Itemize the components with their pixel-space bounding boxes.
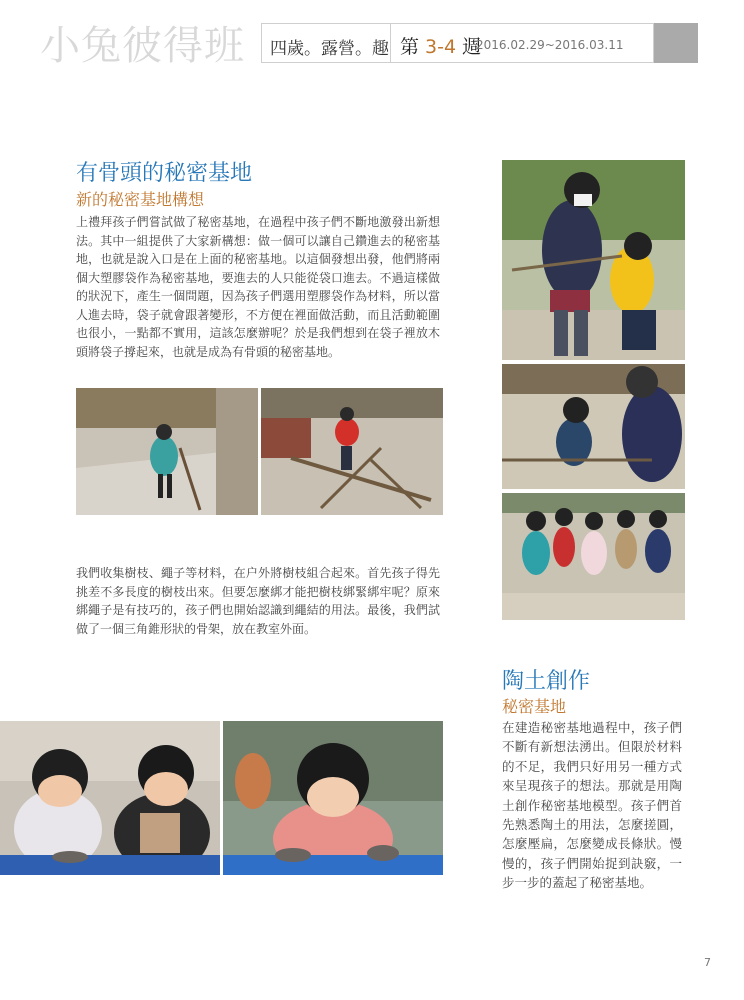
section1-title: 有骨頭的秘密基地 xyxy=(76,161,253,186)
photo-girl-crouching xyxy=(502,364,685,489)
week-number: 3-4 xyxy=(425,36,457,58)
week-label xyxy=(400,32,481,59)
photo-boys-clay xyxy=(0,721,220,875)
section1-paragraph2: 我們收集樹枝、繩子等材料，在户外將樹枝組合起來。首先孩子得先挑差不多長度的樹枝出來。但要怎麼綁才能把樹枝綁緊綁牢呢？原來綁繩子是有技巧的，孩子們也開始認識到繩結的用法。最後，我們試做了一個三角錐形狀的骨架，放在教室外面。 xyxy=(76,566,440,636)
header-gray-block xyxy=(654,23,698,63)
section1-subtitle: 新的秘密基地構想 xyxy=(76,190,205,209)
photo-girl-branch xyxy=(76,388,258,515)
photo-teacher-boy xyxy=(502,160,685,360)
photo-girl-clay xyxy=(223,721,443,875)
section2-title: 陶土創作 xyxy=(502,669,591,694)
section2-paragraph: 在建造秘密基地過程中，孩子們不斷有新想法湧出。但限於材料的不足，我們只好用另一種方式來呈現孩子的想法。那就是用陶土創作秘密基地模型。孩子們首先熟悉陶土的用法，怎麼搓圓，怎麼壓扁，怎麼變成長條狀。慢慢的，孩子們開始捉到訣竅，一步一步的蓋起了秘密基地。 xyxy=(502,720,682,891)
week-prefix: 第 xyxy=(400,36,426,58)
page-number: 7 xyxy=(704,956,711,969)
date-range: 2016.02.29~2016.03.11 xyxy=(476,38,624,52)
theme-title: 四歲。露營。趣 xyxy=(270,39,389,59)
photo-children-group xyxy=(502,493,685,620)
photo-boy-branches xyxy=(261,388,443,515)
week-suffix: 週 xyxy=(456,36,482,58)
section1-paragraph1: 上禮拜孩子們嘗試做了秘密基地，在過程中孩子們不斷地激發出新想法。其中一組提供了大家新構想：做一個可以讓自己鑽進去的秘密基地，也就是說入口是在上面的秘密基地。以這個發想出發，他們將兩個大塑膠袋作為秘密基地，要進去的人只能從袋口進去。不過這樣做的狀況下，產生一個問題，因為孩子們選用塑膠袋作為材料，所以當人進去時，袋子就會跟著變形，不方便在裡面做活動，而且活動範圍也很小，一點都不實用，這該怎麼辦呢？於是我們想到在袋子裡放木頭將袋子撐起來，也就是成為有骨頭的秘密基地。 xyxy=(76,215,440,359)
class-name: 小兔彼得班 xyxy=(40,23,245,69)
section2-subtitle: 秘密基地 xyxy=(502,697,567,716)
